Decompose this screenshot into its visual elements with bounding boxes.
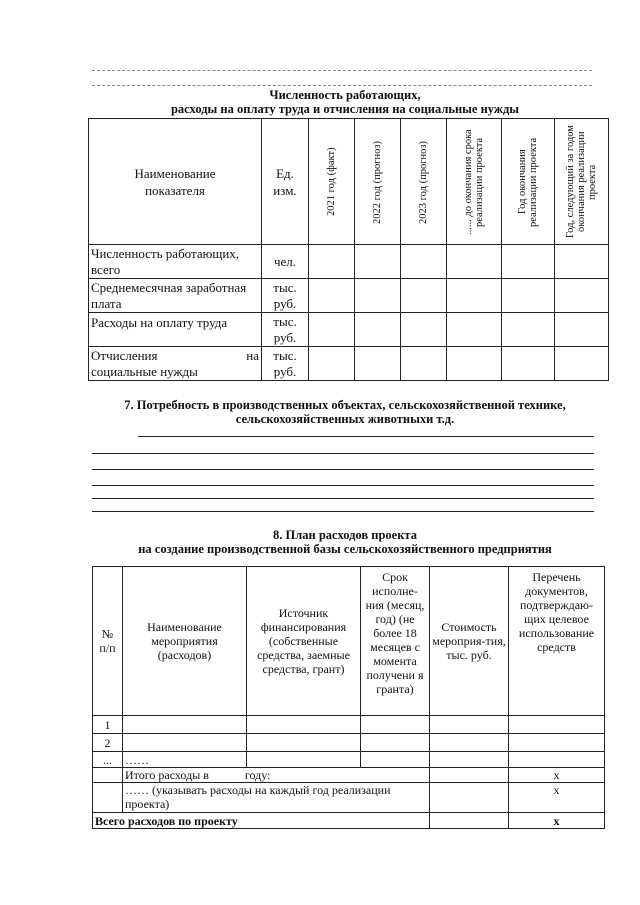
- section8-title-line1: 8. План расходов проекта: [273, 528, 417, 542]
- header-term: Срок исполне-ния (месяц, год) (не более 18 месяцев с момента получени я гранта): [361, 567, 430, 716]
- blank-line-3: [92, 469, 594, 470]
- grand-total-mark: х: [509, 813, 605, 829]
- header-next-year: Год, следующий за годом окончания реализации проекта: [565, 125, 598, 238]
- table-row: [93, 768, 605, 783]
- header-2022: 2022 год (прогноз): [372, 139, 383, 224]
- row-unit: чел.: [262, 245, 309, 279]
- table-row: [93, 813, 605, 829]
- row-name-part-c: социальные нужды: [91, 363, 198, 379]
- row-num: 1: [93, 716, 123, 734]
- top-rule-2: [92, 85, 592, 86]
- row-name: [123, 734, 247, 752]
- table-row: [93, 752, 605, 768]
- header-funding-source: Источник финансирования (собственные средства, заемные средства, грант): [247, 567, 361, 716]
- table-row: [89, 279, 609, 313]
- each-year-mark: х: [509, 783, 605, 813]
- top-rule-1: [92, 70, 592, 71]
- row-name: [123, 716, 247, 734]
- total-year-label: Итого расходы в году:: [123, 768, 430, 783]
- expenses-table: [92, 566, 605, 829]
- header-2023: 2023 год (прогноз): [418, 139, 429, 224]
- table1-title-line1: Численность работающих,: [269, 88, 421, 102]
- total-year-mark: х: [509, 768, 605, 783]
- section8-title-line2: на создание производственной базы сельскохозяйственного предприятия: [138, 542, 552, 556]
- row-name: Среднемесячная заработная плата: [89, 279, 262, 313]
- row-name-part-a: Отчисления: [91, 347, 158, 363]
- each-year-label: …… (указывать расходы на каждый год реализации проекта): [123, 783, 430, 813]
- staff-table: [88, 118, 609, 381]
- row-name: ……: [123, 752, 247, 768]
- row-num: 2: [93, 734, 123, 752]
- header-2021: 2021 год (факт): [326, 147, 337, 216]
- table-row: [89, 347, 609, 381]
- row-name: Численность работающих, всего: [89, 245, 262, 279]
- header-indicator-name: Наименование показателя: [89, 119, 262, 245]
- row-name: Расходы на оплату труда: [89, 313, 262, 347]
- row-unit: тыс. руб.: [262, 313, 309, 347]
- header-num: № п/п: [93, 567, 123, 716]
- blank-line-5: [92, 498, 594, 499]
- header-end-year: Год окончания реализации проекта: [517, 136, 539, 227]
- row-num: ...: [93, 752, 123, 768]
- blank-line-6: [92, 511, 594, 512]
- header-event-name: Наименование мероприятия (расходов): [123, 567, 247, 716]
- header-unit: Ед. изм.: [262, 119, 309, 245]
- header-documents: Перечень документов, подтверждаю-щих целевое использование средств: [509, 567, 605, 716]
- row-name: [89, 347, 262, 381]
- grand-total-label: Всего расходов по проекту: [93, 813, 430, 829]
- row-unit: тыс. руб.: [262, 279, 309, 313]
- table-row: [93, 783, 605, 813]
- table-row: [89, 313, 609, 347]
- header-cost: Стоимость мероприя-тия, тыс. руб.: [430, 567, 509, 716]
- blank-line-2: [92, 453, 594, 454]
- row-name-part-b: на: [246, 347, 259, 363]
- blank-line-1: [138, 436, 594, 437]
- header-until-end: ...... до окончания срока реализации проекта: [463, 128, 485, 235]
- table-row: [93, 716, 605, 734]
- table-row: [93, 734, 605, 752]
- table1-title-line2: расходы на оплату труда и отчисления на социальные нужды: [170, 102, 520, 116]
- row-unit: тыс. руб.: [262, 347, 309, 381]
- section7-title-line2: сельскохозяйственных животныхи т.д.: [235, 412, 455, 426]
- section7-title-line1: 7. Потребность в производственных объектах, сельскохозяйственной технике,: [124, 398, 566, 412]
- table-row: [89, 245, 609, 279]
- blank-line-4: [92, 485, 594, 486]
